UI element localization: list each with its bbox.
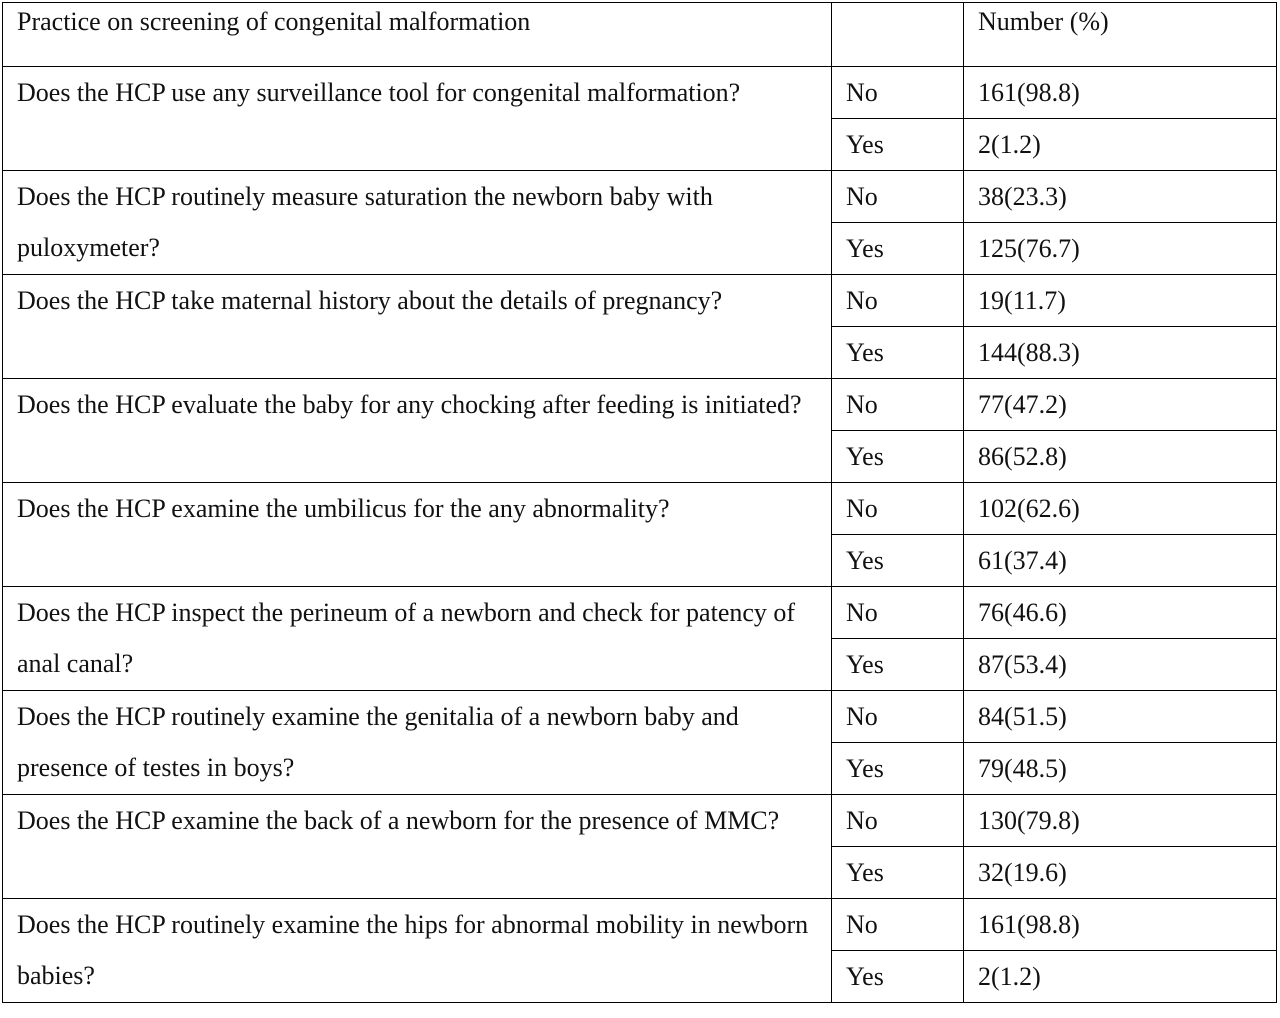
number-percent-cell: 87(53.4) xyxy=(964,639,1277,691)
number-percent-cell: 38(23.3) xyxy=(964,171,1277,223)
answer-label-cell: Yes xyxy=(832,431,964,483)
answer-label-cell: Yes xyxy=(832,639,964,691)
question-cell: Does the HCP examine the umbilicus for the any abnormality? xyxy=(3,483,832,587)
answer-label-cell: No xyxy=(832,483,964,535)
answer-label-cell: No xyxy=(832,587,964,639)
number-percent-cell: 2(1.2) xyxy=(964,119,1277,171)
table-row xyxy=(3,587,1277,639)
question-cell: Does the HCP use any surveillance tool for congenital malformation? xyxy=(3,67,832,171)
header-number: Number (%) xyxy=(964,3,1277,67)
question-cell: Does the HCP routinely examine the genitalia of a newborn baby and presence of testes in boys? xyxy=(3,691,832,795)
number-percent-cell: 125(76.7) xyxy=(964,223,1277,275)
answer-label-cell: No xyxy=(832,691,964,743)
answer-label-cell: No xyxy=(832,171,964,223)
number-percent-cell: 130(79.8) xyxy=(964,795,1277,847)
answer-label-cell: Yes xyxy=(832,951,964,1003)
number-percent-cell: 19(11.7) xyxy=(964,275,1277,327)
number-percent-cell: 32(19.6) xyxy=(964,847,1277,899)
table-row xyxy=(3,483,1277,535)
number-percent-cell: 61(37.4) xyxy=(964,535,1277,587)
answer-label-cell: Yes xyxy=(832,327,964,379)
question-cell: Does the HCP routinely measure saturation the newborn baby with puloxymeter? xyxy=(3,171,832,275)
number-percent-cell: 102(62.6) xyxy=(964,483,1277,535)
number-percent-cell: 2(1.2) xyxy=(964,951,1277,1003)
answer-label-cell: Yes xyxy=(832,223,964,275)
number-percent-cell: 84(51.5) xyxy=(964,691,1277,743)
answer-label-cell: No xyxy=(832,379,964,431)
answer-label-cell: Yes xyxy=(832,743,964,795)
number-percent-cell: 161(98.8) xyxy=(964,67,1277,119)
table-row xyxy=(3,795,1277,847)
answer-label-cell: Yes xyxy=(832,535,964,587)
number-percent-cell: 79(48.5) xyxy=(964,743,1277,795)
question-cell: Does the HCP routinely examine the hips for abnormal mobility in newborn babies? xyxy=(3,899,832,1003)
table-row xyxy=(3,171,1277,223)
answer-label-cell: Yes xyxy=(832,847,964,899)
table-row xyxy=(3,379,1277,431)
header-blank xyxy=(832,3,964,67)
table-row xyxy=(3,899,1277,951)
table-header-row xyxy=(3,3,1277,67)
answer-label-cell: No xyxy=(832,67,964,119)
question-cell: Does the HCP inspect the perineum of a newborn and check for patency of anal canal? xyxy=(3,587,832,691)
answer-label-cell: No xyxy=(832,795,964,847)
answer-label-cell: No xyxy=(832,899,964,951)
question-cell: Does the HCP evaluate the baby for any chocking after feeding is initiated? xyxy=(3,379,832,483)
table-row xyxy=(3,67,1277,119)
number-percent-cell: 161(98.8) xyxy=(964,899,1277,951)
number-percent-cell: 86(52.8) xyxy=(964,431,1277,483)
answer-label-cell: Yes xyxy=(832,119,964,171)
table-row xyxy=(3,275,1277,327)
number-percent-cell: 144(88.3) xyxy=(964,327,1277,379)
number-percent-cell: 77(47.2) xyxy=(964,379,1277,431)
question-cell: Does the HCP examine the back of a newborn for the presence of MMC? xyxy=(3,795,832,899)
number-percent-cell: 76(46.6) xyxy=(964,587,1277,639)
table-row xyxy=(3,691,1277,743)
question-cell: Does the HCP take maternal history about the details of pregnancy? xyxy=(3,275,832,379)
answer-label-cell: No xyxy=(832,275,964,327)
header-practice: Practice on screening of congenital malformation xyxy=(3,3,832,67)
screening-practice-table xyxy=(2,2,1277,1003)
